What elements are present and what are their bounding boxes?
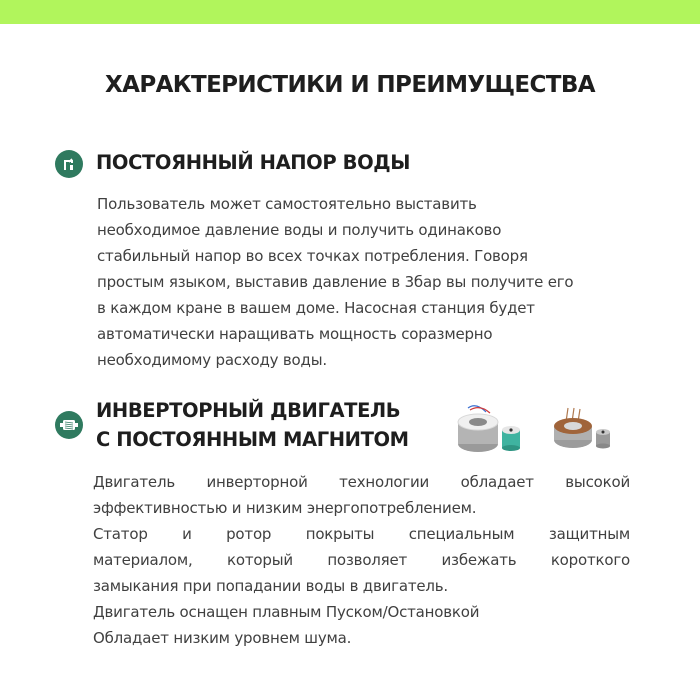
text-line: Двигатель инверторной технологии обладает высокой [93,473,630,491]
text-line: Обладает низким уровнем шума. [93,629,352,647]
section-title-water-pressure: ПОСТОЯННЫЙ НАПОР ВОДЫ [96,151,411,174]
section-title-line: ИНВЕРТОРНЫЙ ДВИГАТЕЛЬ [96,399,401,422]
section-title-line: С ПОСТОЯННЫМ МАГНИТОМ [96,428,409,451]
text-line: Двигатель оснащен плавным Пуском/Остановкой [93,603,480,621]
text-line: автоматически наращивать мощность соразмерно [97,325,493,343]
text-line: в каждом кране в вашем доме. Насосная станция будет [97,299,535,317]
text-line: замыкания при попадании воды в двигатель. [93,577,448,595]
section-title-inverter-motor [96,396,409,454]
text-line: эффективностью и низким энергопотреблением. [93,499,477,517]
section-text-water-pressure [97,191,574,373]
section-text-inverter-motor [93,469,630,651]
text-line: материалом, который позволяет избежать короткого [93,551,630,569]
text-line: необходимому расходу воды. [97,351,327,369]
text-line: простым языком, выставив давление в 3бар вы получите его [97,273,574,291]
faucet-icon [55,150,83,178]
top-banner [0,0,700,24]
stator-rotor-photo [440,400,620,460]
text-line: Пользователь может самостоятельно выставить [97,195,477,213]
page-title: ХАРАКТЕРИСТИКИ И ПРЕИМУЩЕСТВА [104,72,595,98]
motor-icon [55,411,83,439]
text-line: Статор и ротор покрыты специальным защитным [93,525,630,543]
text-line: стабильный напор во всех точках потребления. Говоря [97,247,528,265]
text-line: необходимое давление воды и получить одинаково [97,221,502,239]
